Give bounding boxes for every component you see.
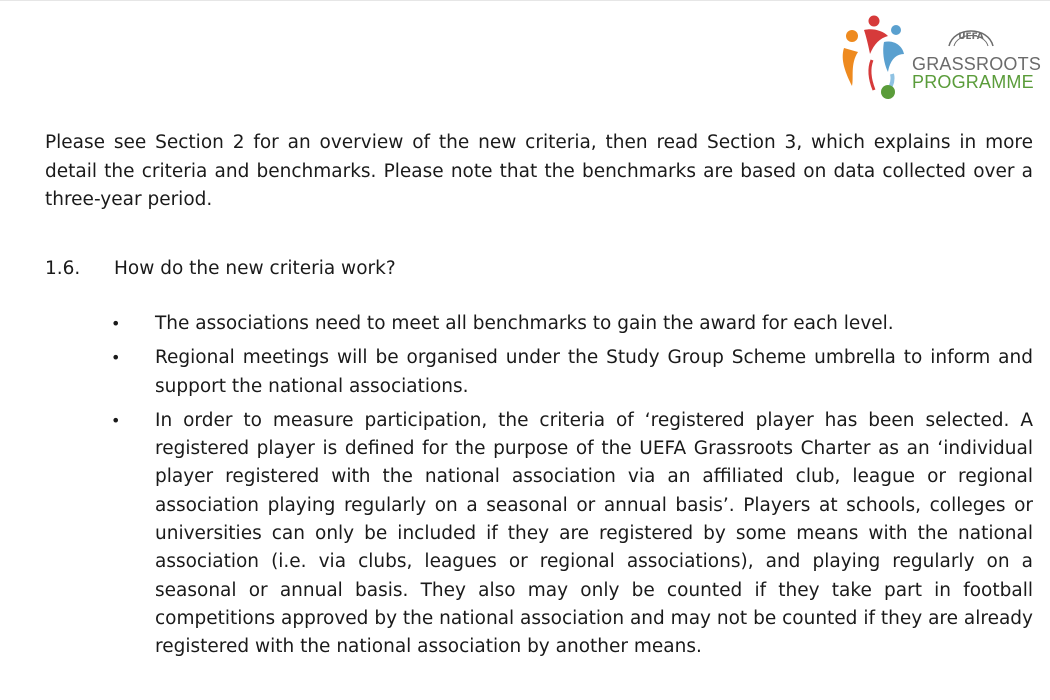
uefa-emblem-text: UEFA xyxy=(958,32,984,42)
bullet-item xyxy=(111,344,1033,401)
section-number: 1.6. xyxy=(45,258,81,279)
bullet-text: In order to measure participation, the criteria of ‘registered player has been selected. A registered player is defined for the purpose of the UEFA Grassroots Charter as an ‘individual player registered with the national association via an affiliated club, league or regional association playing regularly on a seasonal or annual basis’. Players at schools, colleges or universities can only be included if they are registered by some means with the national association (i.e. via clubs, leagues or regional associations), and playing regularly on a seasonal or annual basis. They also may only be counted if they take part in football competitions approved by the national association and may not be counted if they are already registered with the national association by another means. xyxy=(155,409,1033,658)
bullet-text: Regional meetings will be organised under the Study Group Scheme umbrella to inform and support the national associations. xyxy=(155,347,1033,397)
bullet-item xyxy=(111,407,1033,662)
page-top-rule xyxy=(0,0,1050,1)
bullet-item xyxy=(111,310,1033,338)
intro-paragraph: Please see Section 2 for an overview of the new criteria, then read Section 3, which explains in more detail the criteria and benchmarks. Please note that the benchmarks are based on data collected over a three-year period. xyxy=(45,132,1033,210)
section-heading xyxy=(45,255,396,283)
uefa-grassroots-logo xyxy=(838,14,1044,104)
bullet-dot: • xyxy=(111,348,121,368)
logo-text-programme: PROGRAMME xyxy=(912,72,1034,92)
bullet-dot: • xyxy=(111,314,121,333)
grassroots-figures-icon xyxy=(838,14,910,102)
bullet-dot: • xyxy=(111,410,121,430)
criteria-bullet-list xyxy=(0,310,1033,668)
bullet-text: The associations need to meet all benchmarks to gain the award for each level. xyxy=(155,313,894,334)
logo-text-grassroots: GRASSROOTS xyxy=(912,54,1042,74)
section-title: How do the new criteria work? xyxy=(114,258,396,279)
uefa-emblem-icon xyxy=(946,20,996,50)
